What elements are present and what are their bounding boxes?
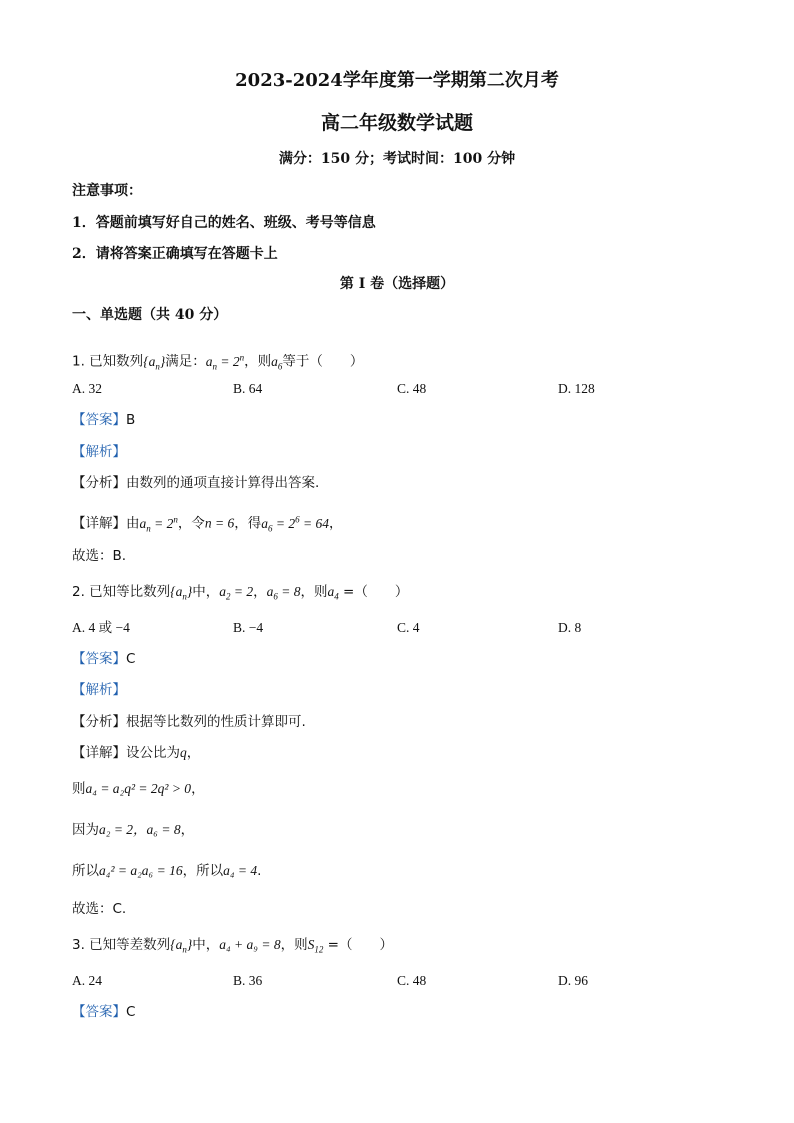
q3-option-d: D. 96 <box>558 973 588 988</box>
q1-answer <box>72 411 135 429</box>
part-heading: 一、单选题（共 40 分） <box>72 307 228 323</box>
q1-answer-value: B <box>126 412 136 428</box>
fenxi-tag: 【分析】 <box>72 475 126 491</box>
answer-tag: 【答案】 <box>72 412 126 428</box>
exam-subtitle: 高二年级数学试题 <box>320 112 473 134</box>
q1-seq: $\{a_n\}$ <box>143 353 166 372</box>
q2-answer <box>72 650 135 668</box>
q1-then: ，则 <box>244 353 272 370</box>
q2-line-3: 所以a₄² = a₂a₆ = 16，所以a₄ = 4. <box>72 863 262 879</box>
q2-answer-value: C <box>126 651 136 667</box>
q1-jiexi <box>72 443 126 461</box>
q2-xiangjie: 【详解】设公比为q， <box>72 745 201 761</box>
notes-heading: 注意事项： <box>72 183 142 199</box>
xiangjie-tag: 【详解】 <box>72 515 126 532</box>
q1-option-a: A. 32 <box>72 381 102 396</box>
q1-prefix: 1. 已知数列 <box>72 353 144 370</box>
q2-conclusion: 故选：C. <box>72 901 127 917</box>
jiexi-tag: 【解析】 <box>72 682 126 698</box>
q2-option-b: B. −4 <box>233 620 264 635</box>
q1-formula: $a_n = 2^n$ <box>205 352 245 372</box>
q2-jiexi <box>72 681 126 699</box>
q1-option-d: D. 128 <box>558 381 595 396</box>
q1-xiangjie: 【详解】由$a_n = 2^n$，令n = 6，得$a_6 = 2^6 = 64$， <box>72 514 343 534</box>
q2-option-d: D. 8 <box>558 620 582 635</box>
notes-item-2: 2．请将答案正确填写在答题卡上 <box>72 246 278 262</box>
q1-mid: 满足： <box>165 353 206 370</box>
jiexi-tag: 【解析】 <box>72 444 126 460</box>
q1-fenxi-text: 由数列的通项直接计算得出答案. <box>126 475 320 491</box>
volume-heading: 第 I 卷（选择题） <box>339 276 455 292</box>
q3-answer <box>72 1003 135 1021</box>
q1-conclusion: 故选：B. <box>72 548 127 564</box>
question-1 <box>72 348 363 375</box>
q2-option-c: C. 4 <box>397 620 420 635</box>
notes-item-1: 1．答题前填写好自己的姓名、班级、考号等信息 <box>72 215 376 231</box>
q1-option-b: B. 64 <box>233 381 263 396</box>
answer-tag: 【答案】 <box>72 651 126 667</box>
q3-option-c: C. 48 <box>397 973 427 988</box>
question-2: 2. 已知等比数列$\{a_n\}$中，$a_2 = 2$，$a_6 = 8$，则$a_4$ =（ ） <box>72 584 409 602</box>
q2-fenxi: 【分析】根据等比数列的性质计算即可. <box>72 714 306 730</box>
q1-fenxi <box>72 474 319 492</box>
score-info: 满分：150 分；考试时间：100 分钟 <box>278 151 516 167</box>
q2-option-a: A. 4 或 −4 <box>72 620 130 635</box>
q3-option-b: B. 36 <box>233 973 263 988</box>
q3-option-a: A. 24 <box>72 973 102 988</box>
q2-line-2: 因为a₂ = 2，a₆ = 8， <box>72 822 195 838</box>
q1-option-c: C. 48 <box>397 381 427 396</box>
q2-line-1: 则a₄ = a₂q² = 2q² > 0， <box>72 781 205 797</box>
q1-ask: 等于（ ） <box>282 353 364 370</box>
exam-title: 2023-2024学年度第一学期第二次月考 <box>235 70 559 91</box>
q3-answer-value: C <box>126 1004 136 1020</box>
answer-tag: 【答案】 <box>72 1004 126 1020</box>
q1-target: $a_6$ <box>271 353 283 372</box>
question-3: 3. 已知等差数列$\{a_n\}$中，a₄ + a₉ = 8，则$S_{12}$ =（ ） <box>72 937 393 955</box>
